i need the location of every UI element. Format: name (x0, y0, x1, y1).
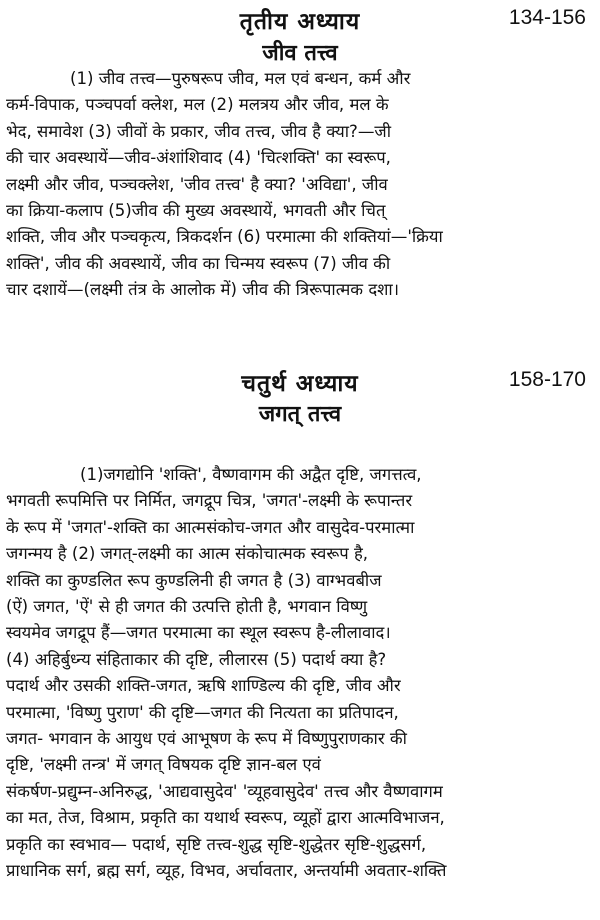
chapter3-contents (6, 66, 594, 304)
chapter4-page-range: 158-170 (508, 368, 586, 391)
text-line: प्राधानिक सर्ग, ब्रह्म सर्ग, व्यूह, विभव, अर्चावतार, अन्तर्यामी अवतार-शक्ति (6, 861, 447, 881)
text-line: (1) जीव तत्त्व—पुरुषरूप जीव, मल एवं बन्धन, कर्म और (70, 69, 411, 88)
text-line: के रूप में 'जगत'-शक्ति का आत्मसंकोच-जगत और वासुदेव-परमात्मा (6, 517, 415, 537)
text-line: का मत, तेज, विश्राम, प्रकृति का यथार्थ स्वरूप, व्यूहों द्वारा आत्मविभाजन, (6, 808, 445, 828)
chapter4-title: चतुर्थ अध्याय (241, 371, 359, 397)
text-line: भेद, समावेश (3) जीवों के प्रकार, जीव तत्त्व, जीव है क्या?—जी (6, 121, 392, 141)
text-line: (4) अहिर्बुध्न्य संहिताकार की दृष्टि, लीलारस (5) पदार्थ क्या है? (6, 649, 387, 669)
chapter3-title: तृतीय अध्याय (239, 9, 361, 35)
chapter4-contents (6, 462, 594, 885)
text-line: का क्रिया-कलाप (5)जीव की मुख्य अवस्थायें, भगवती और चित् (6, 201, 386, 221)
text-line: शक्ति', जीव की अवस्थायें, जीव का चिन्मय स्वरूप (7) जीव की (6, 253, 391, 273)
chapter3-page-range: 134-156 (508, 6, 586, 29)
text-line: संकर्षण-प्रद्युम्न-अनिरुद्ध, 'आद्यवासुदेव' 'व्यूहवासुदेव' तत्त्व और वैष्णवागम (6, 781, 443, 801)
chapter4-subtitle: जगत् तत्त्व (258, 402, 342, 427)
text-line: स्वयमेव जगद्रूप हैं—जगत परमात्मा का स्थूल स्वरूप है-लीलावाद। (6, 623, 391, 643)
text-line: दृष्टि, 'लक्ष्मी तन्त्र' में जगत् विषयक दृष्टि ज्ञान-बल एवं (6, 755, 321, 775)
text-line: जगन्मय है (2) जगत्-लक्ष्मी का आत्म संकोचात्मक स्वरूप है, (6, 544, 369, 564)
chapter3-subtitle: जीव तत्त्व (262, 41, 338, 66)
text-line: भगवती रूपमित्ति पर निर्मित, जगद्रूप चित्र, 'जगत'-लक्ष्मी के रूपान्तर (6, 491, 413, 511)
text-line: चार दशायें—(लक्ष्मी तंत्र के आलोक में) जीव की त्रिरूपात्मक दशा। (6, 280, 400, 300)
text-line: (ऐं) जगत, 'ऐं' से ही जगत की उत्पत्ति होती है, भगवान विष्णु (6, 597, 368, 617)
text-line: प्रकृति का स्वभाव— पदार्थ, सृष्टि तत्त्व-शुद्ध सृष्टि-शुद्धेतर सृष्टि-शुद्धसर्ग, (6, 834, 427, 854)
text-line: जगत- भगवान के आयुध एवं आभूषण के रूप में विष्णुपुराणकार की (6, 729, 407, 749)
text-line: कर्म-विपाक, पञ्चपर्वा क्लेश, मल (2) मलत्रय और जीव, मल के (6, 95, 389, 115)
text-line: शक्ति, जीव और पञ्चकृत्य, त्रिकदर्शन (6) परमात्मा की शक्तियां—'क्रिया (6, 227, 443, 247)
text-line: की चार अवस्थायें—जीव-अंशांशिवाद (4) 'चित्शक्ति' का स्वरूप, (6, 148, 391, 168)
text-line: पदार्थ और उसकी शक्ति-जगत, ऋषि शाण्डिल्य की दृष्टि, जीव और (6, 676, 401, 696)
text-line: परमात्मा, 'विष्णु पुराण' की दृष्टि—जगत की नित्यता का प्रतिपादन, (6, 702, 399, 722)
text-line: शक्ति का कुण्डलित रूप कुण्डलिनी ही जगत है (3) वाग्भवबीज (6, 570, 382, 590)
text-line: लक्ष्मी और जीव, पञ्चक्लेश, 'जीव तत्त्व' है क्या? 'अविद्या', जीव (6, 174, 388, 194)
text-line: (1)जगद्योनि 'शक्ति', वैष्णवागम की अद्वैत दृष्टि, जगत्तत्व, (80, 465, 422, 484)
